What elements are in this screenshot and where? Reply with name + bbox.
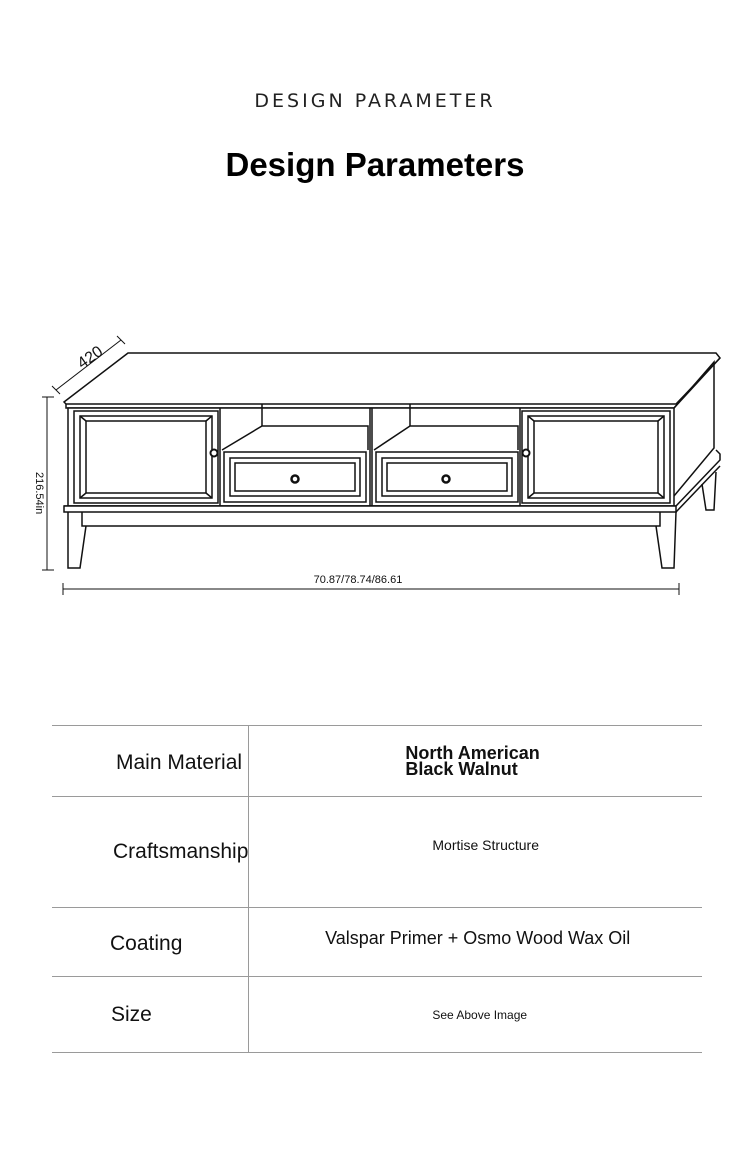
spec-value: See Above Image — [249, 977, 702, 1053]
right-door-knob — [523, 450, 530, 457]
drawer-right-knob — [443, 476, 450, 483]
left-door-knob — [211, 450, 218, 457]
spec-key: Size — [52, 977, 249, 1053]
cabinet-body — [68, 408, 674, 506]
table-row — [52, 797, 702, 908]
spec-value: North American Black Walnut — [249, 726, 702, 797]
drawer-left-knob — [292, 476, 299, 483]
table-row — [52, 908, 702, 977]
table-row — [52, 726, 702, 797]
tv-cabinet-drawing — [0, 320, 750, 610]
page-title: Design Parameters — [225, 146, 525, 183]
depth-dimension: 420 — [74, 343, 107, 373]
leg-front-left — [68, 512, 86, 568]
width-dimension: 70.87/78.74/86.61 — [313, 574, 403, 586]
spec-key: Coating — [52, 908, 249, 977]
cabinet-top — [64, 353, 720, 404]
spec-table — [52, 725, 702, 1053]
section-eyebrow: DESIGN PARAMETER — [254, 90, 496, 112]
spec-key: Main Material — [52, 726, 249, 797]
spec-value: Mortise Structure — [249, 797, 702, 908]
height-dimension: 216.54in — [33, 472, 45, 515]
leg-front-right — [656, 512, 676, 568]
table-row — [52, 977, 702, 1053]
spec-key: Craftsmanship — [52, 797, 249, 908]
spec-value: Valspar Primer + Osmo Wood Wax Oil — [249, 908, 702, 977]
